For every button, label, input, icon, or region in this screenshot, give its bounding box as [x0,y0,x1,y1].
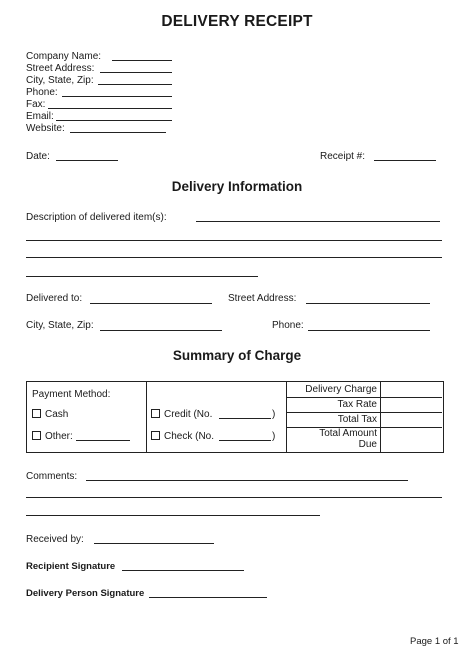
received-by-label: Received by: [26,534,84,545]
email-label: Email: [26,111,54,122]
city-state-zip-label: City, State, Zip: [26,75,94,86]
description-line-4[interactable] [26,276,258,277]
delivery-information-heading: Delivery Information [171,179,303,194]
total-amount-due-label-line1: Total Amount [319,428,377,439]
street-address-line[interactable] [100,72,172,73]
delivery-charge-label: Delivery Charge [305,384,377,395]
delivery-person-signature-label: Delivery Person Signature [26,588,145,599]
description-line-3[interactable] [26,257,442,258]
recipient-signature-label: Recipient Signature [26,561,116,572]
page-number: Page 1 of 1 [410,636,459,647]
company-name-label: Company Name: [26,51,102,62]
cash-label: Cash [45,409,69,420]
payment-method-label: Payment Method: [32,389,111,400]
check-option[interactable] [151,431,214,443]
email-line[interactable] [56,120,172,121]
total-amount-due-label-line2: Due [358,439,377,450]
cash-checkbox[interactable] [32,409,41,418]
description-line-2[interactable] [26,240,442,241]
credit-checkbox[interactable] [151,409,160,418]
fax-line[interactable] [48,108,172,109]
credit-close-paren: ) [272,409,276,420]
tax-rate-label: Tax Rate [337,399,377,410]
other-label: Other: [45,431,73,442]
credit-label: Credit (No. [164,409,213,420]
total-tax-label: Total Tax [337,414,377,425]
description-label: Description of delivered item(s): [26,212,167,223]
website-line[interactable] [70,132,166,133]
check-close-paren: ) [272,431,276,442]
other-option[interactable] [32,431,73,443]
receipt-number-line[interactable] [374,160,436,161]
comments-line-2[interactable] [26,497,442,498]
comments-line-1[interactable] [86,480,408,481]
other-checkbox[interactable] [32,431,41,440]
city-state-zip-line[interactable] [98,84,172,85]
delivery-street-line[interactable] [306,303,430,304]
check-number-line[interactable] [219,440,271,441]
check-checkbox[interactable] [151,431,160,440]
date-label: Date: [26,151,50,162]
website-label: Website: [26,123,65,134]
phone-label: Phone: [26,87,58,98]
credit-number-line[interactable] [219,418,271,419]
table-divider-2 [286,381,287,452]
credit-option[interactable] [151,409,212,421]
check-label: Check (No. [164,431,215,442]
table-row-line-2 [286,412,442,413]
date-line[interactable] [56,160,118,161]
comments-line-3[interactable] [26,515,320,516]
delivery-phone-label: Phone: [272,320,304,331]
fax-label: Fax: [26,99,46,110]
other-line[interactable] [76,440,130,441]
phone-line[interactable] [62,96,172,97]
delivery-person-signature-line[interactable] [149,597,267,598]
street-address-label: Street Address: [26,63,95,74]
delivery-city-label: City, State, Zip: [26,320,94,331]
delivered-to-line[interactable] [90,303,212,304]
document-title: DELIVERY RECEIPT [161,13,313,30]
received-by-line[interactable] [94,543,214,544]
delivered-to-label: Delivered to: [26,293,83,304]
comments-label: Comments: [26,471,78,482]
delivery-city-line[interactable] [100,330,222,331]
recipient-signature-line[interactable] [122,570,244,571]
table-divider-3 [380,381,381,452]
cash-option[interactable] [32,409,68,421]
delivery-street-label: Street Address: [228,293,297,304]
company-name-line[interactable] [112,60,172,61]
receipt-number-label: Receipt #: [320,151,366,162]
delivery-phone-line[interactable] [308,330,430,331]
description-line-1[interactable] [196,221,440,222]
summary-of-charge-heading: Summary of Charge [172,348,302,363]
table-row-line-1 [286,397,442,398]
table-divider-1 [146,381,147,452]
